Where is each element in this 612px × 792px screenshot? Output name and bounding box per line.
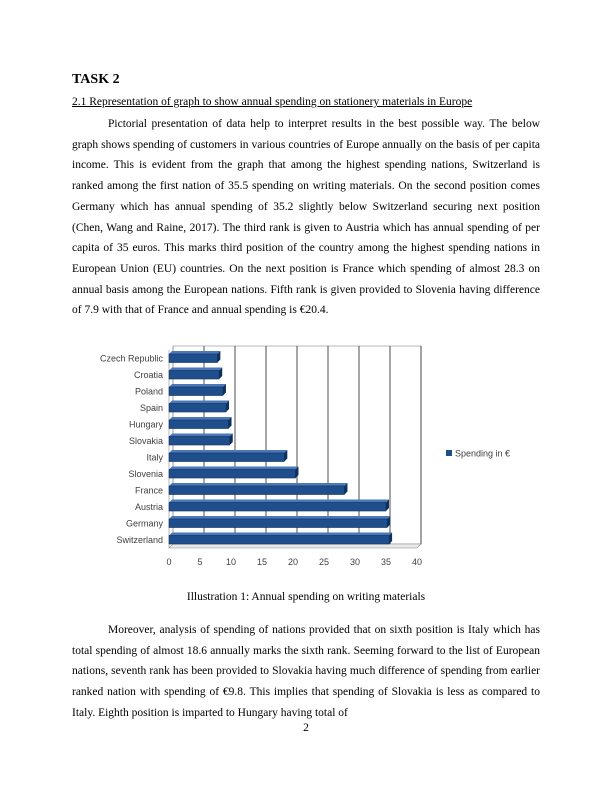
chart-legend bbox=[446, 449, 510, 459]
x-tick-label: 5 bbox=[197, 557, 203, 567]
bar bbox=[169, 354, 217, 363]
bar-top-face bbox=[169, 351, 220, 354]
bar bbox=[169, 519, 387, 528]
category-label: Austria bbox=[134, 501, 163, 512]
bar bbox=[169, 370, 219, 379]
bar bbox=[169, 486, 344, 495]
x-tick-label: 0 bbox=[166, 557, 172, 567]
category-label: Croatia bbox=[133, 369, 163, 380]
chart-floor bbox=[169, 544, 421, 548]
bar-top-face bbox=[169, 384, 226, 387]
bar bbox=[169, 453, 284, 462]
bar-top-face bbox=[169, 417, 232, 420]
paragraph-1: Pictorial presentation of data help to interpret results in the best possible way. The below graph shows spending of customers in various countries of Europe annually on the basis of per capita income. This is evident from the graph that among the highest spending nations, Switzerland is ranked among the first nation of 35.5 spending on writing materials. On the second position comes Germany which has annual spending of 35.2 slightly below Switzerland securing next position (Chen, Wang and Raine, 2017). The third rank is given to Austria which has annual spending of per capita of 35 euros. This marks third position of the country among the highest spending nations in European Union (EU) countries. On the next position is France which spending of almost 28.3 on annual basis among the European nations. Fifth rank is given provided to Slovenia having difference of 7.9 with that of France and annual spending is €20.4. bbox=[72, 118, 540, 317]
bar-top-face bbox=[169, 532, 392, 535]
bar-top-face bbox=[169, 516, 390, 519]
x-tick-label: 40 bbox=[411, 557, 423, 567]
x-tick-label: 35 bbox=[380, 557, 392, 567]
category-label: Slovakia bbox=[128, 435, 163, 446]
category-label: Czech Republic bbox=[99, 353, 163, 364]
bar bbox=[169, 436, 230, 445]
x-tick-label: 30 bbox=[349, 557, 361, 567]
page-number: 2 bbox=[303, 722, 309, 734]
bar-top-face bbox=[169, 483, 347, 486]
bar-top-face bbox=[169, 367, 222, 370]
bar bbox=[169, 420, 229, 429]
x-tick-label: 10 bbox=[225, 557, 237, 567]
category-label: Spain bbox=[139, 402, 163, 413]
legend-swatch bbox=[446, 450, 452, 456]
section-heading: 2.1 Representation of graph to show annual spending on stationery materials in Europe bbox=[72, 96, 473, 108]
category-label: Hungary bbox=[128, 419, 163, 430]
bar-top-face bbox=[169, 499, 389, 502]
bar bbox=[169, 502, 386, 511]
paragraph-2: Moreover, analysis of spending of nations provided that on sixth position is Italy which has total spending of almost 18.6 annually marks the sixth rank. Seeming forward to the list of European nations, seventh rank has been provided to Slovakia having much difference of spending from earlier ranked nation with spending of €9.8. This implies that spending of Slovakia is less as compared to Italy. Eighth position is imparted to Hungary having total of bbox=[72, 624, 540, 719]
bar-top-face bbox=[169, 433, 233, 436]
legend-label: Spending in € bbox=[455, 448, 511, 459]
x-tick-label: 15 bbox=[256, 557, 268, 567]
figure-caption: Illustration 1: Annual spending on writing materials bbox=[186, 591, 426, 603]
x-tick-label: 25 bbox=[318, 557, 330, 567]
category-label: Slovenia bbox=[128, 468, 163, 479]
chart-category-labels bbox=[100, 353, 164, 545]
spending-bar-chart bbox=[72, 338, 540, 573]
bar bbox=[169, 403, 226, 412]
category-label: Poland bbox=[134, 386, 163, 397]
bar-top-face bbox=[169, 450, 287, 453]
bar bbox=[169, 535, 389, 544]
x-tick-label: 20 bbox=[287, 557, 299, 567]
category-label: France bbox=[134, 485, 163, 496]
task-heading: TASK 2 bbox=[72, 72, 120, 87]
category-label: Germany bbox=[125, 518, 163, 529]
bar bbox=[169, 387, 223, 396]
chart-tick-labels bbox=[166, 557, 422, 567]
bar bbox=[169, 469, 295, 478]
bar-top-face bbox=[169, 466, 298, 469]
category-label: Switzerland bbox=[116, 534, 163, 545]
category-label: Italy bbox=[146, 452, 163, 463]
bar-top-face bbox=[169, 400, 229, 403]
